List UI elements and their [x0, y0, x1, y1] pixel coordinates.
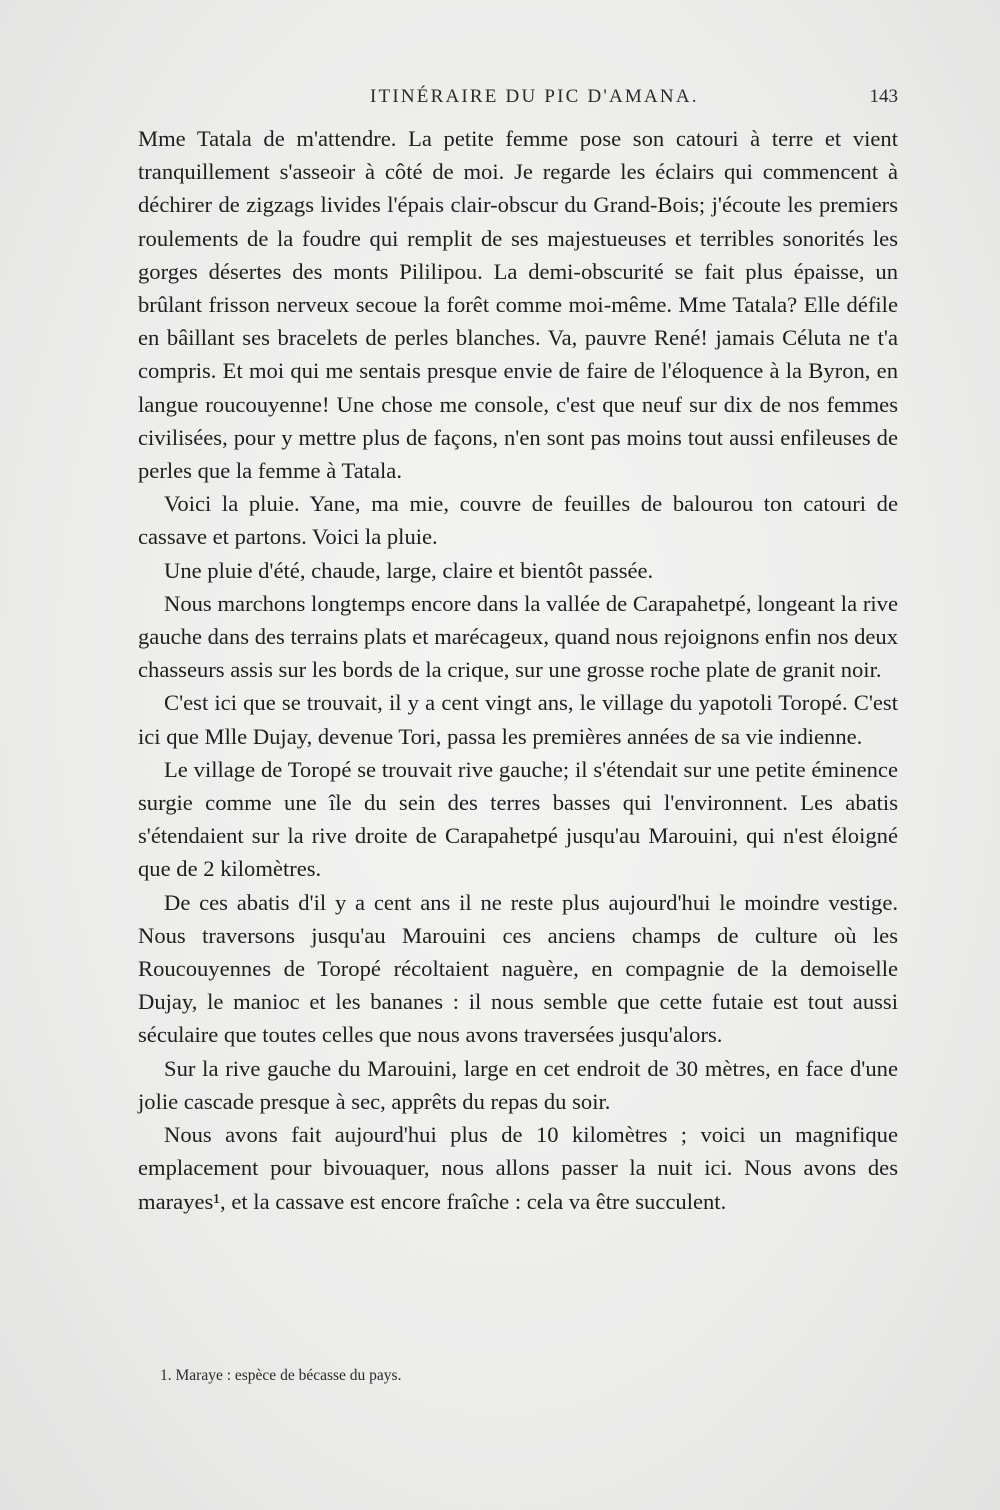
paragraph: Une pluie d'été, chaude, large, claire et bientôt passée. — [164, 557, 654, 583]
footnote: 1. Maraye : espèce de bécasse du pays. — [160, 1367, 402, 1384]
page-number: 143 — [869, 86, 898, 107]
paragraph: Mme Tatala de m'attendre. La petite femme pose son catouri à terre et vient tranquillement s'asseoir à côté de moi. Je regarde les éclairs qui commencent à déchirer de zigzags livides l'épais clair-obscur du Grand-Bois; j'écoute les premiers roulements de la foudre qui remplit de ses majestueuses et terribles sonorités les gorges désertes des monts Pililipou. La demi-obscurité se fait plus épaisse, un brûlant frisson nerveux secoue la forêt comme moi-même. Mme Tatala? Elle défile en bâillant ses bracelets de perles blanches. Va, pauvre René! jamais Céluta ne t'a compris. Et moi qui me sentais presque envie de faire de l'éloquence à la Byron, en langue roucouyenne! Une chose me console, c'est que neuf sur dix de nos femmes civilisées, pour y mettre plus de façons, n'en sont pas moins tout aussi enfileuses de perles que la femme à Tatala. — [138, 126, 898, 484]
running-title: ITINÉRAIRE DU PIC D'AMANA. — [370, 86, 699, 107]
paragraph: Le village de Toropé se trouvait rive gauche; il s'étendait sur une petite éminence surgie comme une île du sein des terres basses qui l'environnent. Les abatis s'étendaient sur la rive droite de Carapahetpé jusqu'au Marouini, qui n'est éloigné que de 2 kilomètres. — [138, 756, 898, 882]
body-text — [138, 122, 898, 1218]
paragraph: Nous avons fait aujourd'hui plus de 10 kilomètres ; voici un magnifique emplacement pour bivouaquer, nous allons passer la nuit ici. Nous avons des marayes¹, et la cassave est encore fraîche : cela va être succulent. — [138, 1122, 898, 1214]
paragraph: Voici la pluie. Yane, ma mie, couvre de feuilles de balourou ton catouri de cassave et partons. Voici la pluie. — [138, 491, 898, 550]
paragraph: C'est ici que se trouvait, il y a cent vingt ans, le village du yapotoli Toropé. C'est ici que Mlle Dujay, devenue Tori, passa les premières années de sa vie indienne. — [138, 690, 898, 749]
page-header — [138, 86, 898, 116]
paragraph: Nous marchons longtemps encore dans la vallée de Carapahetpé, longeant la rive gauche dans des terrains plats et marécageux, quand nous rejoignons enfin nos deux chasseurs assis sur les bords de la crique, sur une grosse roche plate de granit noir. — [138, 590, 898, 683]
paragraph: De ces abatis d'il y a cent ans il ne reste plus aujourd'hui le moindre vestige. Nous traversons jusqu'au Marouini ces anciens champs de culture où les Roucouyennes de Toropé récoltaient naguère, en compagnie de la demoiselle Dujay, le manioc et les bananes : il nous semble que cette futaie est tout aussi séculaire que toutes celles que nous avons traversées jusqu'alors. — [138, 889, 898, 1048]
paragraph: Sur la rive gauche du Marouini, large en cet endroit de 30 mètres, en face d'une jolie cascade presque à sec, apprêts du repas du soir. — [138, 1055, 898, 1114]
